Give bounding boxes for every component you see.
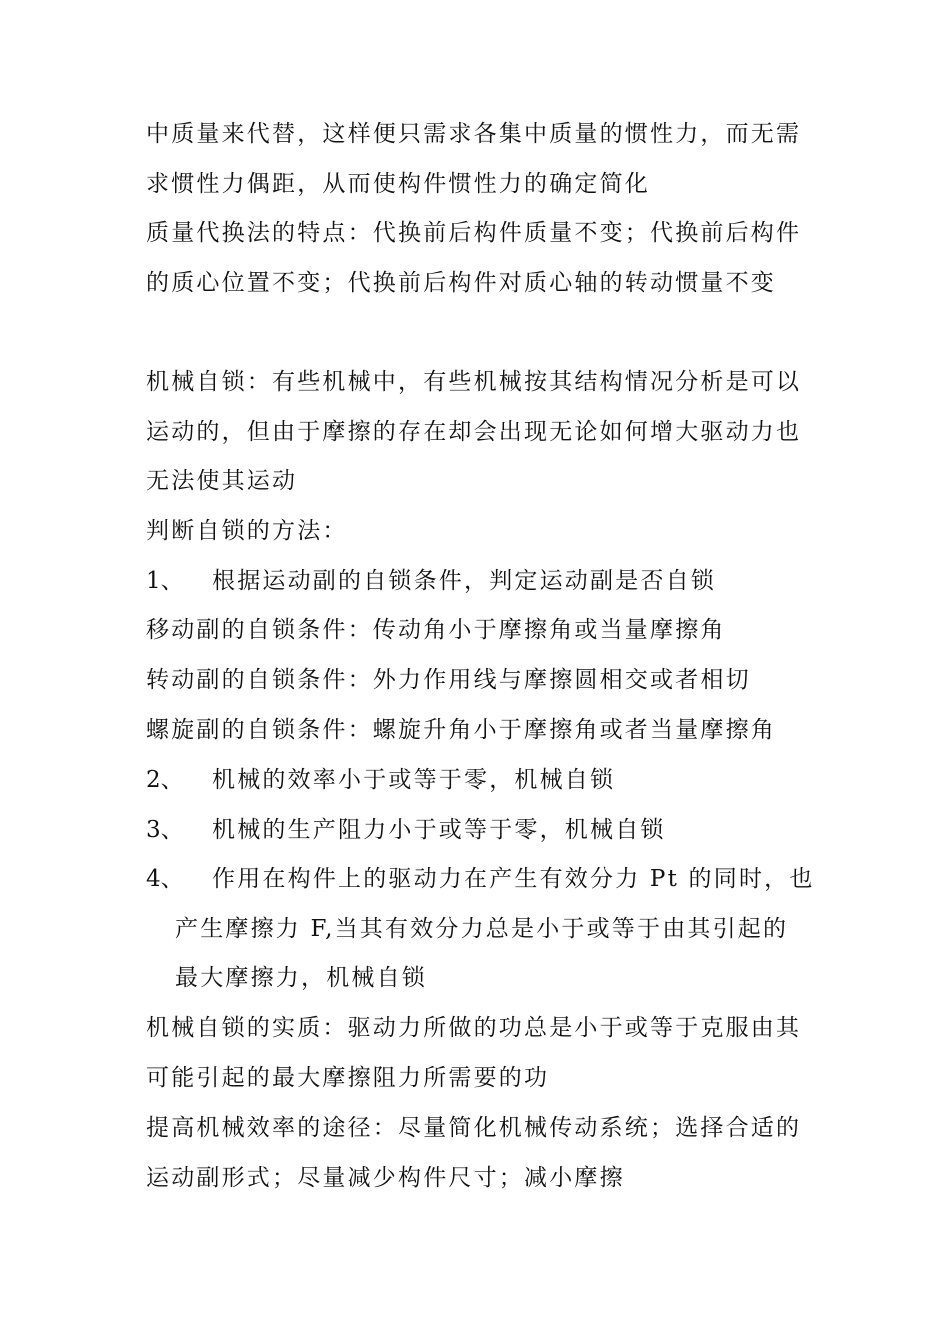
list-item-4-continuation: 最大摩擦力，机械自锁 xyxy=(175,965,427,991)
text-line: 运动副形式；尽量减少构件尺寸；减小摩擦 xyxy=(146,1165,625,1191)
list-text: 作用在构件上的驱动力在产生有效分力 Pt 的同时，也 xyxy=(212,866,815,892)
list-number: 2、 xyxy=(146,767,184,793)
list-item-4 xyxy=(146,864,815,894)
text-line: 提高机械效率的途径：尽量简化机械传动系统；选择合适的 xyxy=(146,1115,802,1141)
section-heading: 判断自锁的方法： xyxy=(146,518,348,544)
list-item-3 xyxy=(146,815,666,845)
list-text: 机械的生产阻力小于或等于零，机械自锁 xyxy=(212,817,666,843)
text-line: 求惯性力偶距，从而使构件惯性力的确定简化 xyxy=(146,171,650,197)
list-item-4-continuation: 产生摩擦力 F,当其有效分力总是小于或等于由其引起的 xyxy=(175,916,789,942)
text-line: 运动的，但由于摩擦的存在却会出现无论如何增大驱动力也 xyxy=(146,419,802,445)
text-line: 的质心位置不变；代换前后构件对质心轴的转动惯量不变 xyxy=(146,270,776,296)
text-line: 机械自锁的实质：驱动力所做的功总是小于或等于克服由其 xyxy=(146,1015,802,1041)
text-line: 无法使其运动 xyxy=(146,468,298,494)
list-number: 3、 xyxy=(146,817,184,843)
text-line: 中质量来代替，这样便只需求各集中质量的惯性力，而无需 xyxy=(146,121,802,147)
list-text: 机械的效率小于或等于零，机械自锁 xyxy=(212,767,616,793)
list-number: 1、 xyxy=(146,568,184,594)
text-line: 可能引起的最大摩擦阻力所需要的功 xyxy=(146,1065,550,1091)
text-line: 质量代换法的特点：代换前后构件质量不变；代换前后构件 xyxy=(146,220,802,246)
text-line: 机械自锁：有些机械中，有些机械按其结构情况分析是可以 xyxy=(146,369,802,395)
text-line: 螺旋副的自锁条件：螺旋升角小于摩擦角或者当量摩擦角 xyxy=(146,717,776,743)
list-number: 4、 xyxy=(146,866,184,892)
text-line: 转动副的自锁条件：外力作用线与摩擦圆相交或者相切 xyxy=(146,667,751,693)
list-text: 根据运动副的自锁条件，判定运动副是否自锁 xyxy=(212,568,716,594)
list-item-1 xyxy=(146,566,716,596)
list-item-2 xyxy=(146,765,615,795)
text-line: 移动副的自锁条件：传动角小于摩擦角或当量摩擦角 xyxy=(146,617,726,643)
